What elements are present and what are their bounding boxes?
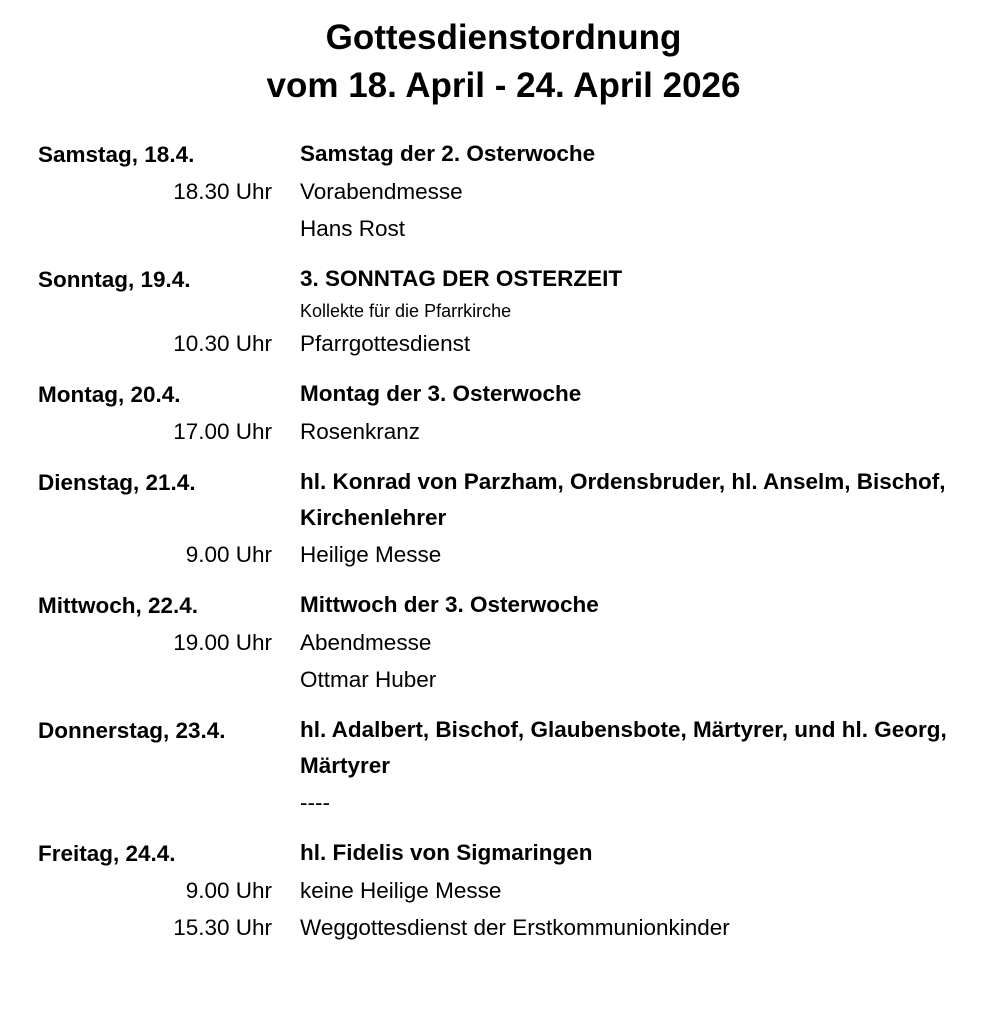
entry-time: 17.00 Uhr (173, 419, 272, 444)
entry-time: 18.30 Uhr (173, 179, 272, 204)
day-monday (38, 376, 978, 450)
entry-event: Weggottesdienst der Erstkommunionkinder (300, 915, 730, 940)
day-feast: hl. Konrad von Parzham, Ordensbruder, hl. Anselm, Bischof, Kirchenlehrer (300, 469, 946, 530)
day-feast: hl. Fidelis von Sigmaringen (300, 840, 593, 865)
entry-event: Rosenkranz (300, 419, 421, 444)
day-date: Montag, 20.4. (38, 382, 181, 407)
entry-event: keine Heilige Messe (300, 878, 502, 903)
day-feast: Samstag der 2. Osterwoche (300, 141, 596, 166)
entry-event: Vorabendmesse (300, 179, 463, 204)
entry-time: 10.30 Uhr (173, 331, 272, 356)
entry-event: Pfarrgottesdienst (300, 331, 471, 356)
day-feast: 3. SONNTAG DER OSTERZEIT (300, 266, 623, 291)
day-feast: Mittwoch der 3. Osterwoche (300, 592, 599, 617)
day-date: Samstag, 18.4. (38, 142, 195, 167)
day-feast: hl. Adalbert, Bischof, Glaubensbote, Märtyrer, und hl. Georg, Märtyrer (300, 717, 947, 778)
title-line-1: Gottesdienstordnung (325, 18, 682, 57)
entry-time: 9.00 Uhr (185, 878, 272, 903)
entry-event: Heilige Messe (300, 542, 442, 567)
entry-event: Abendmesse (300, 630, 432, 655)
day-date: Dienstag, 21.4. (38, 470, 196, 495)
day-tuesday (38, 464, 978, 573)
entry-event: Hans Rost (300, 216, 406, 241)
day-feast: Montag der 3. Osterwoche (300, 381, 582, 406)
day-saturday (38, 136, 978, 247)
day-sunday (38, 261, 978, 362)
day-wednesday (38, 587, 978, 698)
collection-note: Kollekte für die Pfarrkirche (300, 301, 512, 321)
day-date: Mittwoch, 22.4. (38, 593, 199, 618)
title-line-2: vom 18. April - 24. April 2026 (266, 66, 741, 105)
page-title (0, 0, 1007, 110)
entry-time: 19.00 Uhr (173, 630, 272, 655)
day-date: Sonntag, 19.4. (38, 267, 191, 292)
entry-time: 15.30 Uhr (173, 915, 272, 940)
entry-event: ---- (300, 790, 330, 815)
day-date: Freitag, 24.4. (38, 841, 176, 866)
service-schedule (38, 136, 978, 960)
day-friday (38, 835, 978, 946)
entry-event: Ottmar Huber (300, 667, 437, 692)
entry-time: 9.00 Uhr (185, 542, 272, 567)
day-date: Donnerstag, 23.4. (38, 718, 226, 743)
day-thursday (38, 712, 978, 821)
